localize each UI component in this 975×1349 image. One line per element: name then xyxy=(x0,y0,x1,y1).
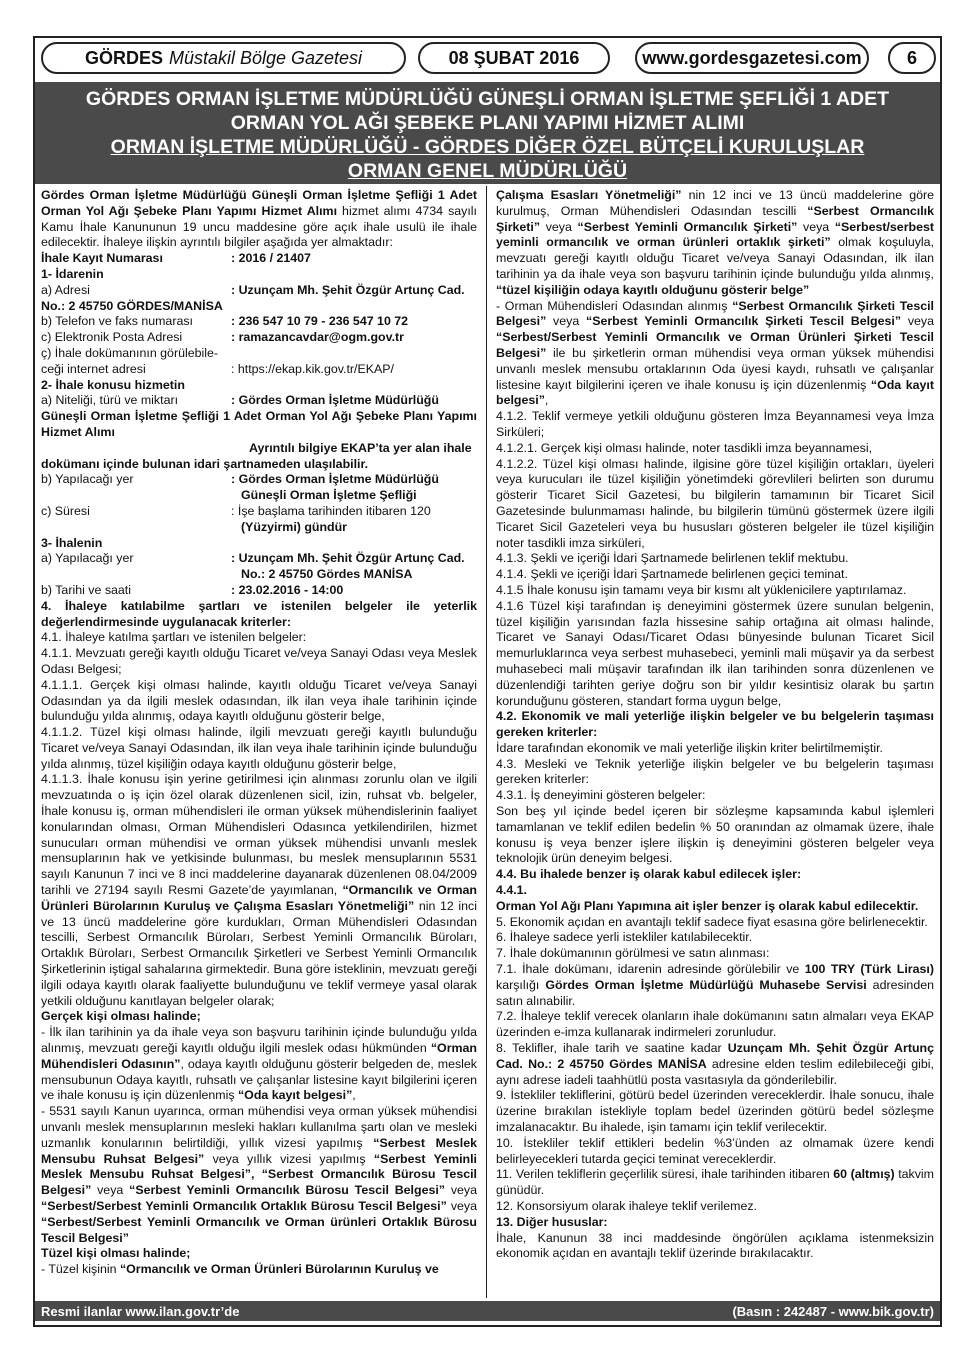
duration-row: c) Süresi : İşe başlama tarihinden itibaren 120 xyxy=(41,503,431,518)
item-10: 10. İstekliler teklif ettikleri bedelin %3’ünden az olmamak üzere kendi belirleyecekleri tutarda geçici teminat vereceklerdir. xyxy=(496,1135,934,1166)
section-2-heading: 2- İhale konusu hizmetin xyxy=(41,377,185,392)
item-4-4-1: 4.4.1. xyxy=(496,883,528,898)
masthead xyxy=(33,36,942,78)
issue-date: 08 ŞUBAT 2016 xyxy=(418,42,610,74)
work-place-row: b) Yapılacağı yer : Gördes Orman İşletme Müdürlüğü xyxy=(41,472,439,487)
item-4-4-heading: 4.4. Bu ihalede benzer iş olarak kabul edilecek işler: xyxy=(496,867,802,882)
item-4-1-4: 4.1.4. Şekli ve içeriği İdari Şartnamede belirlenen geçici teminat. xyxy=(496,567,848,582)
website-link[interactable]: www.gordesgazetesi.com xyxy=(635,42,869,74)
item-7-2: 7.2. İhaleye teklif verecek olanların ihale dokümanını satın almaları veya EKAP üzerinden e-imza kullanarak indirmeleri zorunludur. xyxy=(496,1009,934,1040)
item-13-text: İhale, Kanunun 38 inci maddesinde öngörülen açıklama istenmeksizin ekonomik açıdan en avantajlı teklif üzerinde bırakılacaktır. xyxy=(496,1230,934,1261)
real-person-item-2: - 5531 sayılı Kanun uyarınca, orman mühendisi veya orman yüksek mühendisi unvanlı meslek mensuplarının mesleki hakları kullanılma şartı olan ve mesleki uzmanlık konularının belirtildiği, yıllık vizesi yapılmış “Serbest Meslek Mensubu Ruhsat Belgesi” veya yıllık vizesi yapılmış “Serbest Yeminli Meslek Mensubu Ruhsat Belgesi”, “Serbest Ormancılık Bürosu Tescil Belgesi” veya “Serbest Yeminli Ormancılık Bürosu Tescil Belgesi” veya “Serbest/Serbest Yeminli Ormancılık Ortaklık Bürosu Tescil Belgesi” veya “Serbest/Serbest Yeminli Ormancılık ve Orman ürünleri Ortaklık Bürosu Tescil Belgesi” xyxy=(41,1104,477,1245)
item-6: 6. İhaleye sadece yerli istekliler katılabilecektir. xyxy=(496,930,753,945)
item-4-1-2-2: 4.1.2.2. Tüzel kişi olması halinde, ilgisine göre tüzel kişiliğin ortakları, üyeleri veya kurucuları ile tüzel kişiliğin yönetimdeki görevlileri belirten son durumu gösterir Ticaret Sicil Gazetesi, bu bilgilerin tamamının bir Ticaret Sicil Gazetesinde bulunmaması halinde, bu bilgilerin tümünü göstermek üzere ilgili Ticaret Sicil Gazeteleri veya bu hususları gösteren belgeler ile tüzel kişiliğin noter tasdikli imza sirküleri, xyxy=(496,456,934,550)
tender-number-row: İhale Kayıt Numarası : 2016 / 21407 xyxy=(41,251,311,266)
item-11: 11. Verilen tekliflerin geçerlilik süresi, ihale tarihinden itibaren 60 (altmış) takvim günüdür. xyxy=(496,1167,934,1198)
ekap-link[interactable]: : https://ekap.kik.gov.tr/EKAP/ xyxy=(231,361,394,376)
left-column xyxy=(41,188,477,1294)
item-4-1-1-3: 4.1.1.3. İhale konusu işin yerine getirilmesi için alınması zorunlu olan ve ilgili mevzuatında o iş için özel olarak düzenlenen sicil, izin, ruhsat vb. belgeler, İhale konusu iş, orman mühendisleri ile orman yüksek mühendislerinin faaliyet konularından olması, Orman Mühendisleri Odasınca yetkilendirilen, hizmet sunucuları orman mühendisi ve orman yüksek mühendisi unvanlı meslek mensuplarının hak ve yetkisinde bulunması, bu meslek mensuplarının 5531 sayılı Kanunun 7 inci ve 8 inci maddelerine dayanarak düzenlenen 08.04/2009 tarihli ve 27194 sayılı Resmi Gazete’de yayımlanan, “Ormancılık ve Orman Ürünleri Bürolarının Kuruluş ve Çalışma Esasları Yönetmeliği” nin 12 inci ve 13 üncü maddelerine göre kurdukları, Orman Mühendisleri Odasından tescilli, Serbest Ormancılık Büroları, Serbest Yeminli Ormancılık Büroları, Ortaklık Büroları, Serbest Ormancılık Şirketleri ve Serbest Yeminli Ormancılık Şirketlerinin iştigal sahalarına girmektedir. Buna göre isteklinin, mevzuatı gereği ilgili odaya kayıtlı olarak faaliyette bulunduğunu ve teklif vermeye yasal olarak yetkili olduğunu kanıtlayan belgeler olarak; xyxy=(41,772,477,1008)
newspaper-name xyxy=(41,42,406,74)
item-4-1-5: 4.1.5 İhale konusu işin tamamı veya bir kısmı alt yüklenicilere yaptırılamaz. xyxy=(496,582,907,597)
item-4-1-3: 4.1.3. Şekli ve içeriği İdari Şartnamede belirlenen teklif mektubu. xyxy=(496,551,849,566)
item-4-1-1: 4.1.1. Mevzuatı gereği kayıtlı olduğu Ticaret ve/veya Sanayi Odası veya Meslek Odası Belgesi; xyxy=(41,646,477,676)
duration-cont: (Yüzyirmi) gündür xyxy=(241,519,348,534)
document-url-row: ceği internet adresi : https://ekap.kik.gov.tr/EKAP/ xyxy=(41,362,477,378)
tender-place-cont: No.: 2 45750 Gördes MANİSA xyxy=(241,567,413,582)
right-column xyxy=(496,188,934,1298)
item-4-1-6: 4.1.6 Tüzel kişi tarafından iş deneyimini göstermek üzere sunulan belgenin, tüzel kişiliğin yarısından fazla hissesine sahip ortağına ait olması halinde, Ticaret ve Sanayi Odası/Ticaret Odası bünyesinde bulunan Ticaret Sicil memurluklarınca veya serbest muhasebeci, yeminli mali müşavir ya da serbest muhasebeci mali müşavir tarafından ilk ilan tarihinden sonra düzenlenen ve düzenlendiği tarihten geriye doğru son bir yıldır kesintisiz olarak bu şartın korunduğunu gösteren, standart forma uygun belge, xyxy=(496,598,934,708)
item-7-1: 7.1. İhale dokümanı, idarenin adresinde görülebilir ve 100 TRY (Türk Lirası) karşılığı Gördes Orman İşletme Müdürlüğü Muhasebe Servisi adresinden satın alınabilir. xyxy=(496,962,934,1008)
item-4-1: 4.1. İhaleye katılma şartları ve istenilen belgeler: xyxy=(41,630,307,645)
title-line-4: ORMAN GENEL MÜDÜRLÜĞÜ xyxy=(347,160,628,182)
item-4-1-2: 4.1.2. Teklif vermeye yetkili olduğunu gösteren İmza Beyannamesi veya İmza Sirküleri; xyxy=(496,409,934,439)
scope-cont: Güneşli Orman İşletme Şefliği 1 Adet Orman Yol Ağı Şebeke Planı Yapımı Hizmet Alımı xyxy=(41,409,477,439)
address-cont: No.: 2 45750 GÖRDES/MANİSA xyxy=(41,298,223,313)
title-line-2: ORMAN YOL AĞI ŞEBEKE PLANI YAPIMI HİZMET ALIMI xyxy=(230,112,745,134)
footer-bar xyxy=(35,1301,940,1321)
tender-date-row: b) Tarihi ve saati : 23.02.2016 - 14:00 xyxy=(41,582,344,597)
page-number: 6 xyxy=(888,42,936,74)
item-13-heading: 13. Diğer hususlar: xyxy=(496,1214,608,1229)
real-person-heading: Gerçek kişi olması halinde; xyxy=(41,1009,201,1024)
item-4-2-heading: 4.2. Ekonomik ve mali yeterliğe ilişkin belgeler ve bu belgelerin taşıması gereken kriterler: xyxy=(496,709,934,740)
brand-name: GÖRDES xyxy=(84,47,163,68)
section-4-heading: 4. İhaleye katılabilme şartları ve istenilen belgeler ile yeterlik değerlendirmesinde uygulanacak kriterler: xyxy=(41,598,477,629)
section-1-heading: 1- İdarenin xyxy=(41,266,104,281)
document-url-label: ç) İhale dokümanının görülebile- xyxy=(41,345,219,360)
item-4-1-1-2: 4.1.1.2. Tüzel kişi olması halinde, ilgili mevzuatı gereği kayıtlı bulunduğu Ticaret ve/veya Sanayi Odasından, ilk ilan veya ihale tarihinin içinde bulunduğu yılda alınmış, tüzel kişiliğin odaya kayıtlı olduğunu gösterir belge, xyxy=(41,725,477,771)
column-divider xyxy=(486,186,487,1298)
phone-row: b) Telefon ve faks numarası : 236 547 10 79 - 236 547 10 72 xyxy=(41,314,409,329)
item-4-3-1: 4.3.1. İş deneyimini gösteren belgeler: xyxy=(496,788,706,803)
section-3-heading: 3- İhalenin xyxy=(41,535,103,550)
email-row: c) Elektronik Posta Adresi : ramazancavdar@ogm.gov.tr xyxy=(41,330,404,345)
legal-entity-item-2: - Orman Mühendisleri Odasından alınmış “Serbest Ormancılık Şirketi Tescil Belgesi” veya “Serbest Yeminli Ormancılık Şirketi Tescil Belgesi” veya “Serbest/Serbest Yeminli Ormancılık ve Orman Ürünleri Şirketi Tescil Belgesi” ile bu şirketlerin orman mühendisi veya orman yüksek mühendisi unvanlı meslek mensubu ortaklarının Oda üyesi kaydı, ruhsatlı ve çalışanlar listesine kayıt bilgilerini içeren ve ihale konusu iş için düzenlenmiş “Oda kayıt belgesi”, xyxy=(496,298,934,408)
brand-subtitle: Müstakil Bölge Gazetesi xyxy=(168,47,363,68)
item-12: 12. Konsorsiyum olarak ihaleye teklif verilemez. xyxy=(496,1199,758,1213)
item-7: 7. İhale dokümanının görülmesi ve satın alınması: xyxy=(496,946,770,961)
footer-press-code: (Basın : 242487 - www.bik.gov.tr) xyxy=(732,1303,934,1319)
legal-entity-item-1: - Tüzel kişinin “Ormancılık ve Orman Ürünleri Bürolarının Kuruluş ve xyxy=(41,1262,439,1277)
real-person-item-1: - İlk ilan tarihinin ya da ihale veya son başvuru tarihinin içinde bulunduğu yılda alınmış, mevzuatı gereği kayıtlı olduğu ilgili meslek odası hükmünden “Orman Mühendisleri Odasının”, odaya kayıtlı olduğunu gösterir belgeden de, meslek mensubunun Odaya kayıtlı, ruhsatlı ve çalışanlar listesine kayıt bilgilerini içeren ve ihale konusu iş için düzenlenmiş “Oda kayıt belgesi”, xyxy=(41,1025,477,1103)
item-4-2-text: İdare tarafından ekonomik ve mali yeterliğe ilişkin kriter belirtilmemiştir. xyxy=(496,740,884,755)
address-row: a) Adresi : Uzunçam Mh. Şehit Özgür Artunç Cad. xyxy=(41,282,465,297)
item-8: 8. Teklifler, ihale tarih ve saatine kadar Uzunçam Mh. Şehit Özgür Artunç Cad. No.: 2 45750 Gördes MANİSA adresine elden teslim edilebileceği gibi, aynı adrese iadeli taahhütlü posta vasıtasıyla da gönderilebilir. xyxy=(496,1041,934,1087)
scope-row: a) Niteliği, türü ve miktarı : Gördes Orman İşletme Müdürlüğü xyxy=(41,393,439,408)
item-4-1-1-1: 4.1.1.1. Gerçek kişi olması halinde, kayıtlı olduğu Ticaret ve/veya Sanayi Odasından ya da ilgili meslek odasından, ilk ilan veya ihale tarihinin içinde bulunduğu yılda alınmış, odaya kayıtlı olduğunu gösterir belge, xyxy=(41,677,477,724)
item-4-4-1-text: Orman Yol Ağı Planı Yapımına ait işler benzer iş olarak kabul edilecektir. xyxy=(496,898,919,913)
legal-entity-item-1-cont: Çalışma Esasları Yönetmeliği” nin 12 inci ve 13 üncü maddelerine göre kurulmuş, Orman Mühendisleri Odasından tescilli “Serbest Ormancılık Şirketi” veya “Serbest Yeminli Ormancılık Şirketi” veya “Serbest/serbest yeminli ormancılık ve orman ürünleri ortaklık şirketi” olmak koşuluyla, mevzuatı gereği kayıtlı olduğu Ticaret ve/veya Sanayi Odasından, ilk ilan tarihinin ya da ihale veya son başvuru tarihinin içinde bulunduğu yılda alınmış, “tüzel kişiliğin odaya kayıtlı olduğunu gösterir belge” xyxy=(496,188,934,297)
item-5: 5. Ekonomik açıdan en avantajlı teklif sadece fiyat esasına göre belirlenecektir. xyxy=(496,914,928,929)
scope-detail-2: dokümanı içinde bulunan idari şartnameden ulaşılabilir. xyxy=(41,456,369,471)
item-4-3: 4.3. Mesleki ve Teknik yeterliğe ilişkin belgeler ve bu belgelerin taşıması gereken kriterler: xyxy=(496,756,934,787)
legal-entity-heading: Tüzel kişi olması halinde; xyxy=(41,1246,191,1261)
item-4-1-2-1: 4.1.2.1. Gerçek kişi olması halinde, noter tasdikli imza beyannamesi, xyxy=(496,440,873,455)
notice-title-banner xyxy=(35,82,940,184)
title-line-3: ORMAN İŞLETME MÜDÜRLÜĞÜ - GÖRDES DİĞER ÖZEL BÜTÇELİ KURULUŞLAR xyxy=(110,136,865,158)
tender-place-row: a) Yapılacağı yer : Uzunçam Mh. Şehit Özgür Artunç Cad. xyxy=(41,551,465,566)
item-9: 9. İstekliler tekliflerini, götürü bedel üzerinden vereceklerdir. İhale sonucu, ihale üzerine bırakılan istekliyle toplam bedel üzerinden götürü bedel sözleşme imzalanacaktır. Bu ihalede, işin tamamı için teklif verilecektir. xyxy=(496,1088,934,1135)
scope-detail-1: Ayrıntılı bilgiye EKAP’ta yer alan ihale xyxy=(249,440,472,455)
footer-ilan-link[interactable]: Resmi ilanlar www.ilan.gov.tr’de xyxy=(41,1303,240,1319)
title-line-1: GÖRDES ORMAN İŞLETME MÜDÜRLÜĞÜ GÜNEŞLİ ORMAN İŞLETME ŞEFLİĞİ 1 ADET xyxy=(85,88,890,110)
intro-paragraph: Gördes Orman İşletme Müdürlüğü Güneşli Orman İşletme Şefliği 1 Adet Orman Yol Ağı Şebeke Planı Yapımı Hizmet Alımı hizmet alımı 4734 sayılı Kamu İhale Kanununun 19 uncu maddesine göre açık ihale usulü ile ihale edilecektir. İhaleye ilişkin ayrıntılı bilgiler aşağıda yer almaktadır: xyxy=(41,188,477,250)
work-place-cont: Güneşli Orman İşletme Şefliği xyxy=(241,488,417,503)
item-4-3-1-text: Son beş yıl içinde bedel içeren bir sözleşme kapsamında kabul işlemleri tamamlanan ve teklif edilen bedelin % 50 oranından az olmamak üzere, ihale konusu iş veya benzer işlere ilişkin iş deneyimini gösteren belgeler veya teknolojik ürün deneyim belgesi. xyxy=(496,804,934,866)
